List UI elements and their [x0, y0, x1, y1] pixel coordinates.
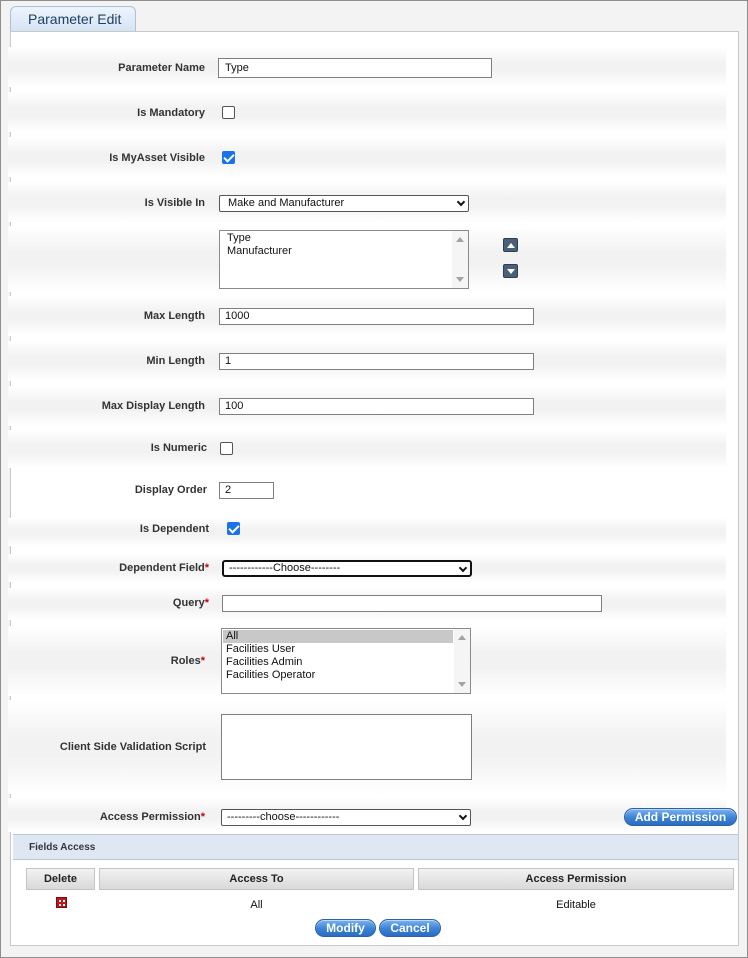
parameter-name-input[interactable]: Type — [218, 58, 492, 78]
parameter-name-label: Parameter Name — [118, 62, 205, 74]
is-myasset-visible-checkbox[interactable] — [222, 151, 235, 164]
max-length-label: Max Length — [143, 310, 205, 322]
is-mandatory-checkbox[interactable] — [222, 106, 235, 119]
scroll-up-icon[interactable] — [456, 237, 464, 242]
is-dependent-checkbox[interactable] — [227, 522, 240, 535]
fields-access-header: Fields Access — [13, 834, 738, 860]
column-header-access-permission: Access Permission — [418, 868, 734, 890]
row-is-numeric — [8, 430, 726, 468]
dependent-field-label — [119, 562, 209, 574]
is-visible-in-label: Is Visible In — [144, 197, 205, 209]
list-item[interactable]: All — [223, 630, 453, 643]
chevron-down-icon — [459, 812, 467, 820]
modify-button[interactable]: Modify — [315, 919, 376, 937]
required-mark: * — [200, 655, 205, 667]
table-cell-access-to: All — [250, 899, 263, 911]
listbox-scrollbar[interactable] — [452, 231, 468, 288]
roles-label — [171, 655, 205, 667]
roles-listbox[interactable] — [221, 628, 471, 694]
delete-icon[interactable] — [56, 897, 67, 908]
roles-label-text: Roles — [170, 655, 201, 667]
client-script-label: Client Side Validation Script — [59, 741, 206, 753]
max-display-length-label: Max Display Length — [101, 400, 205, 412]
access-permission-selected: ---------choose------------ — [227, 811, 340, 823]
add-permission-button[interactable]: Add Permission — [624, 808, 737, 826]
scroll-down-icon[interactable] — [456, 277, 464, 282]
dependent-field-selected: ------------Choose-------- — [229, 562, 341, 574]
is-mandatory-label: Is Mandatory — [137, 107, 205, 119]
list-item[interactable]: Manufacturer — [227, 245, 292, 257]
is-myasset-visible-label: Is MyAsset Visible — [109, 152, 205, 164]
access-permission-label-text: Access Permission — [99, 811, 201, 823]
move-down-button[interactable] — [503, 264, 518, 278]
move-up-button[interactable] — [503, 238, 518, 252]
max-display-length-input[interactable]: 100 — [219, 398, 534, 415]
is-dependent-label: Is Dependent — [139, 523, 209, 535]
min-length-input[interactable]: 1 — [219, 353, 534, 370]
cancel-button[interactable]: Cancel — [379, 919, 441, 937]
client-script-textarea[interactable] — [221, 714, 472, 780]
list-item[interactable]: Type — [227, 232, 251, 244]
listbox-scrollbar[interactable] — [454, 629, 470, 693]
query-label — [173, 597, 209, 609]
required-mark: * — [204, 597, 209, 609]
row-is-mandatory — [8, 92, 726, 132]
display-order-input[interactable]: 2 — [219, 482, 274, 499]
tab-parameter-edit[interactable]: Parameter Edit — [10, 6, 136, 32]
is-numeric-checkbox[interactable] — [220, 442, 233, 455]
dependent-field-label-text: Dependent Field — [119, 562, 205, 574]
table-cell-access-permission: Editable — [556, 899, 596, 911]
scroll-up-icon[interactable] — [458, 635, 466, 640]
chevron-down-icon — [457, 198, 465, 206]
min-length-label: Min Length — [146, 355, 205, 367]
is-visible-in-select[interactable] — [219, 195, 469, 212]
dependent-field-select[interactable] — [222, 560, 472, 577]
access-permission-select[interactable] — [221, 809, 471, 826]
row-is-dependent — [8, 518, 726, 546]
column-header-access-to: Access To — [99, 868, 414, 890]
list-item[interactable]: Facilities Admin — [226, 656, 303, 668]
required-mark: * — [204, 562, 209, 574]
display-order-label: Display Order — [134, 484, 207, 496]
required-mark: * — [200, 811, 205, 823]
access-permission-label — [100, 811, 205, 823]
scroll-down-icon[interactable] — [458, 682, 466, 687]
max-length-input[interactable]: 1000 — [219, 308, 534, 325]
column-header-delete: Delete — [26, 868, 95, 890]
is-numeric-label: Is Numeric — [150, 442, 207, 454]
list-item[interactable]: Facilities User — [226, 643, 296, 655]
chevron-down-icon — [459, 564, 467, 572]
list-item[interactable]: Facilities Operator — [226, 669, 316, 681]
visible-in-listbox[interactable] — [219, 230, 469, 289]
query-label-text: Query — [172, 597, 205, 609]
is-visible-in-selected: Make and Manufacturer — [228, 197, 345, 209]
query-input[interactable] — [222, 595, 602, 612]
